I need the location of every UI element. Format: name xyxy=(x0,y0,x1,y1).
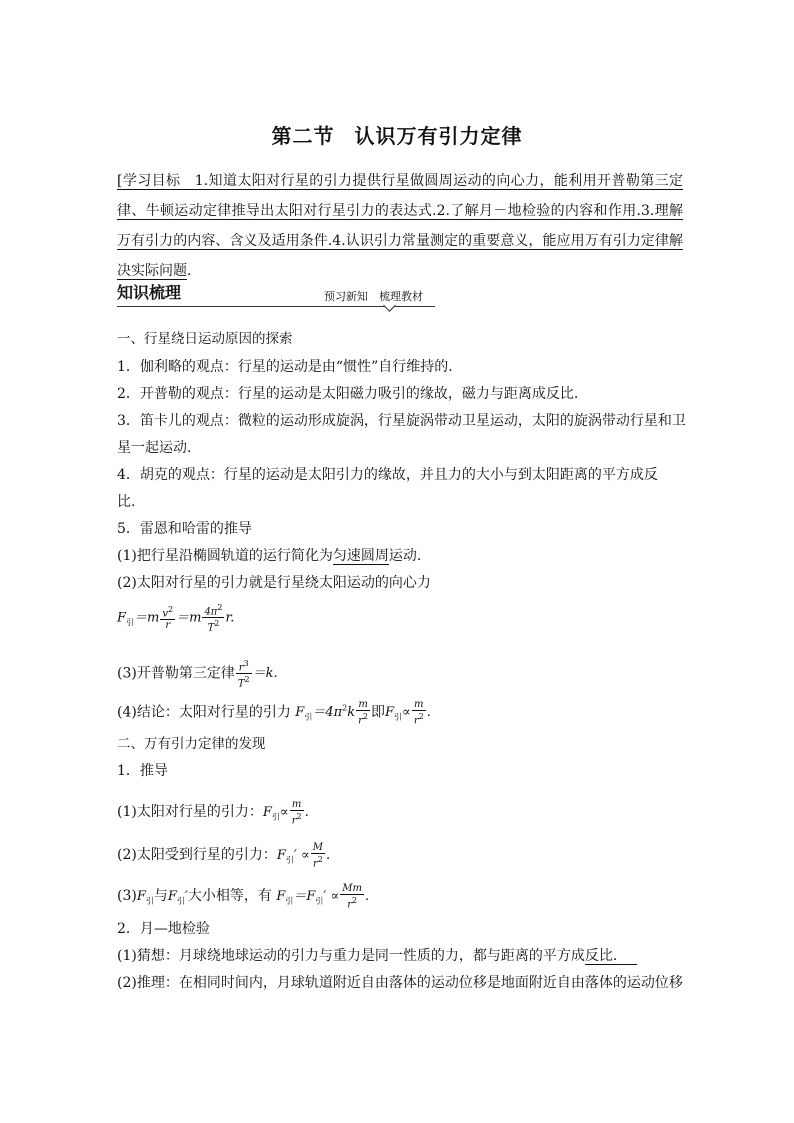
formula-sun-force: $F_引=4\pi^2k$ $\frac{m}{r^2}$ xyxy=(295,699,369,727)
section-heading-2: 二、万有引力定律的发现 xyxy=(117,736,266,752)
goals-text: [学习目标 1.知道太阳对行星的引力提供行星做圆周运动的向心力，能利用开普勒第三定律、牛顿运动定律推导出太阳对行星引力的表达式.2.了解月－地检验的内容和作用.3.理解万有引力的内容、含义及适用条件.4.认识引力常量测定的重要意义，能应用万有引力定律解决实际问题 xyxy=(117,173,683,279)
formula-gravitation: $F_引=F_引'$ ∝ $\frac{Mm}{r^2}$ . xyxy=(276,883,370,911)
blank-answer: 匀速圆周 xyxy=(332,548,389,564)
para-galileo: 1．伽利略的观点：行星的运动是由“惯性”自行维持的. xyxy=(117,359,453,375)
item-4: (4)结论：太阳对行星的引力 $F_引=4\pi^2k$ $\frac{m}{r^2}$ 即$F_引\propto$ $\frac{m}{r^2}$ . xyxy=(117,699,431,727)
item-reasoning: (2)推理：在相同时间内，月球轨道附近自由落体的运动位移是地面附近自由落体的运动位移 xyxy=(117,975,683,991)
item-2: (2)太阳对行星的引力就是行星绕太阳运动的向心力 xyxy=(117,575,431,591)
banner-title: 知识梳理 xyxy=(117,280,187,303)
item-1: (1)把行星沿椭圆轨道的运行简化为匀速圆周运动. xyxy=(117,548,422,564)
formula-reaction-force: $F_引'$ ∝ $\frac{M}{r^2}$ . xyxy=(276,842,331,870)
item-2-2: (2)太阳受到行星的引力：$F_引'$ ∝ $\frac{M}{r^2}$ . xyxy=(117,842,331,870)
learning-goals: [学习目标 1.知道太阳对行星的引力提供行星做圆周运动的向心力，能利用开普勒第三定律、牛顿运动定律推导出太阳对行星引力的表达式.2.了解月－地检验的内容和作用.3.理解万有引力的内容、含义及适用条件.4.认识引力常量测定的重要意义，能应用万有引力定律解决实际问题. xyxy=(117,173,683,279)
page-title xyxy=(0,120,794,149)
formula-kepler-third: $\frac{r^3}{T^2}$ ＝k. xyxy=(237,659,278,690)
para-kepler: 2．开普勒的观点：行星的运动是太阳磁力吸引的缘故，磁力与距离成反比. xyxy=(117,386,579,402)
item-guess: (1)猜想：月球绕地球运动的引力与重力是同一性质的力，都与距离的平方成反比． xyxy=(117,946,683,966)
knowledge-banner xyxy=(117,280,437,310)
blank-answer-2: 反比． xyxy=(585,948,637,965)
para-hooke-1: 4．胡克的观点：行星的运动是太阳引力的缘故，并且力的大小与到太阳距离的平方成反 xyxy=(117,467,658,483)
formula-proportional: $F_引\propto$ $\frac{m}{r^2}$ . xyxy=(385,699,431,727)
para-derivation: 1．推导 xyxy=(117,763,168,779)
para-descartes-1: 3．笛卡儿的观点：微粒的运动形成旋涡，行星旋涡带动卫星运动，太阳的旋涡带动行星和卫 xyxy=(117,413,686,429)
formula-planet-force: $F_引\propto$ $\frac{m}{r^2}$ . xyxy=(262,799,309,827)
section-heading-1: 一、行星绕日运动原因的探索 xyxy=(117,331,293,347)
para-wren-halley: 5．雷恩和哈雷的推导 xyxy=(117,521,252,537)
item-2-3: $(3)F_引$与$F_引'$大小相等，有 $F_引=F_引'$ ∝ $\frac{Mm}{r^2}$ . xyxy=(117,883,370,911)
section-title: 认识万有引力定律 xyxy=(354,124,523,148)
banner-subtitle: 预习新知 梳理教材 xyxy=(324,290,423,303)
section-number: 第二节 xyxy=(271,124,335,148)
item-2-1: (1)太阳对行星的引力：$F_引\propto$ $\frac{m}{r^2}$ . xyxy=(117,799,309,827)
para-descartes-2: 星一起运动. xyxy=(117,440,192,456)
para-moon-earth: 2．月—地检验 xyxy=(117,921,210,937)
para-hooke-2: 比. xyxy=(117,494,136,510)
formula-centripetal: $F_引=m$ $\frac{v^2}{r}$ ＝m $\frac{4\pi^2}{T^2}$ r. xyxy=(117,603,235,634)
item-3: (3)开普勒第三定律 $\frac{r^3}{T^2}$ ＝k. xyxy=(117,659,278,690)
